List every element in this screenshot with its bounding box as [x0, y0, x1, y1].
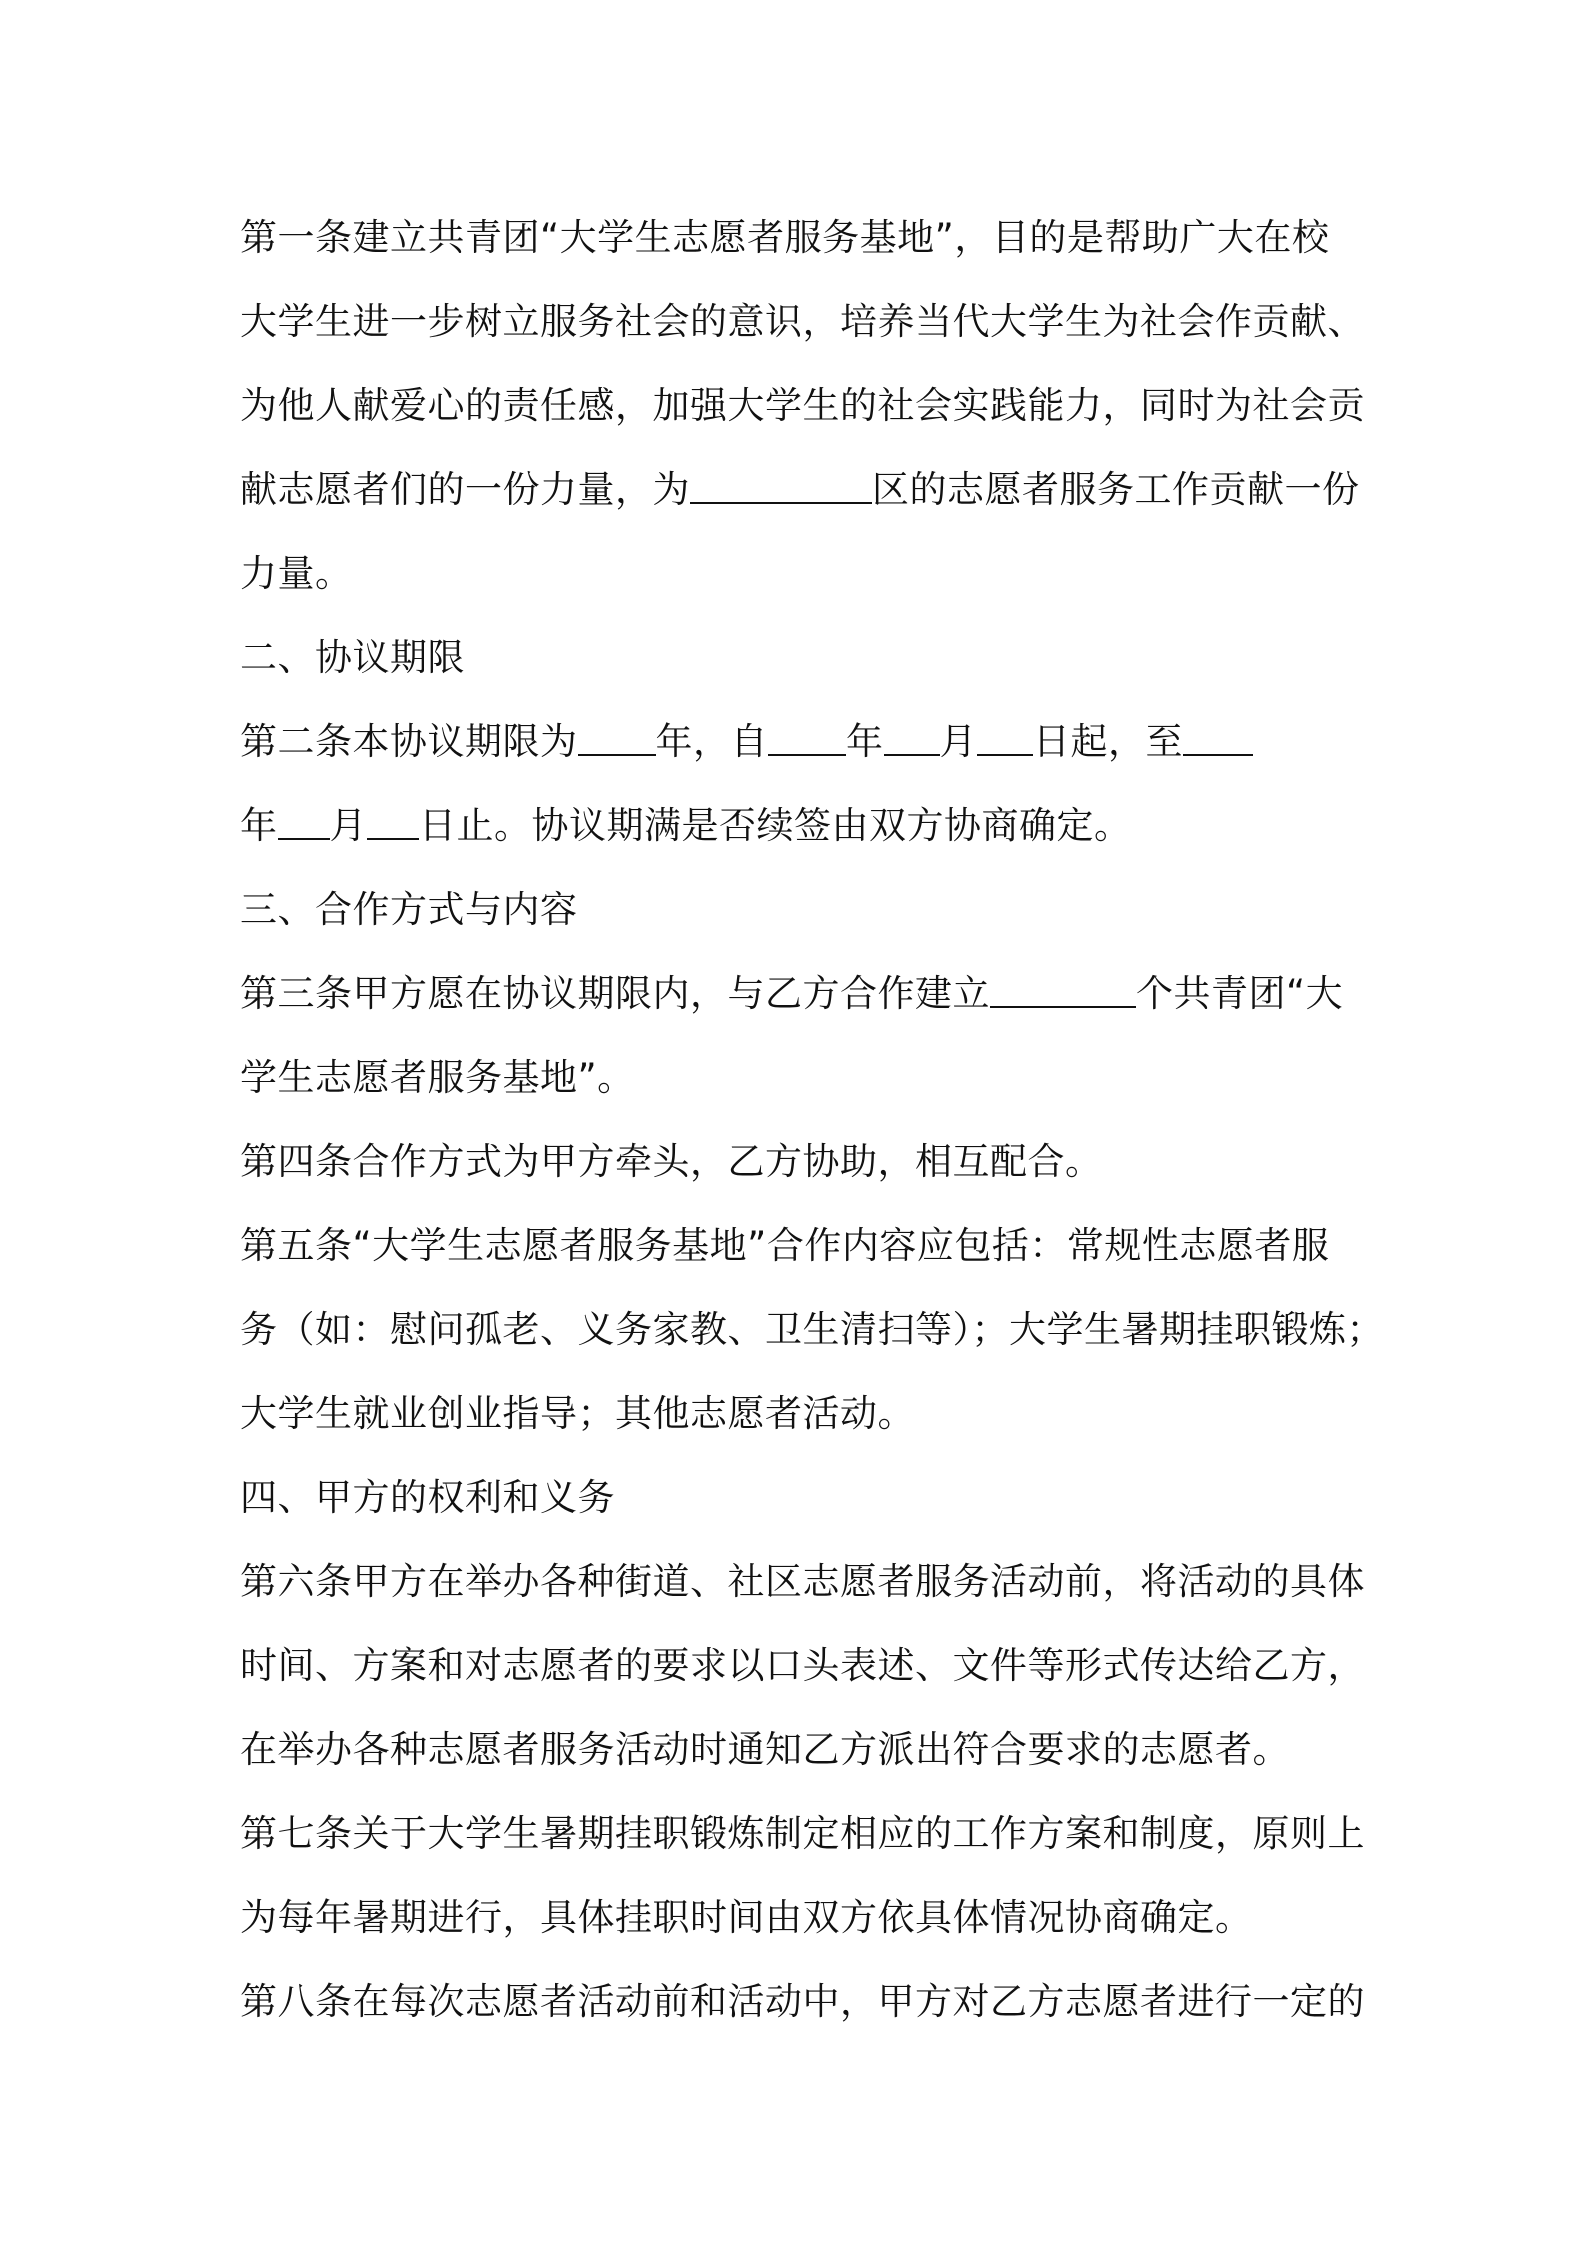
- text-run: 为他人献爱心的责任感，加强大学生的社会实践能力，同时为社会贡: [240, 384, 1365, 427]
- text-run: 年，自: [655, 720, 768, 763]
- text-run: 月: [329, 804, 367, 847]
- section-heading: [240, 868, 1360, 952]
- text-run: 第三条甲方愿在协议期限内，与乙方合作建立: [240, 972, 990, 1015]
- text-run: 个共青团“大: [1136, 972, 1344, 1015]
- paragraph-line: [240, 532, 1360, 616]
- text-run: 日止。协议期满是否续签由双方协商确定。: [419, 804, 1132, 847]
- text-run: 力量。: [240, 552, 353, 595]
- fill-in-blank: [690, 462, 872, 504]
- fill-in-blank: [367, 798, 419, 840]
- paragraph-line: [240, 280, 1365, 364]
- paragraph-line: [240, 1876, 1360, 1960]
- paragraph-line: [240, 952, 1360, 1036]
- text-run: 时间、方案和对志愿者的要求以口头表述、文件等形式传达给乙方，: [240, 1644, 1365, 1687]
- paragraph-line: [240, 1036, 1360, 1120]
- paragraph-line: [240, 1792, 1365, 1876]
- text-run: 第六条甲方在举办各种街道、社区志愿者服务活动前，将活动的具体: [240, 1560, 1365, 1603]
- text-run: 第四条合作方式为甲方牵头，乙方协助，相互配合。: [240, 1140, 1103, 1183]
- text-run: 第七条关于大学生暑期挂职锻炼制定相应的工作方案和制度，原则上: [240, 1812, 1365, 1855]
- document-body: [240, 196, 1384, 2044]
- text-run: 第二条本协议期限为: [240, 720, 578, 763]
- paragraph-line: [240, 1120, 1360, 1204]
- heading-text: 三、合作方式与内容: [240, 888, 578, 931]
- heading-text: 二、协议期限: [240, 636, 465, 679]
- paragraph-line: [240, 1708, 1360, 1792]
- paragraph-line: [240, 700, 1360, 784]
- text-run: 日起，至: [1033, 720, 1183, 763]
- paragraph-line: [240, 1288, 1384, 1372]
- text-run: 第一条建立共青团“大学生志愿者服务基地”，目的是帮助广大在校: [240, 216, 1330, 259]
- paragraph-line: [240, 1372, 1360, 1456]
- fill-in-blank: [278, 798, 330, 840]
- fill-in-blank: [977, 714, 1033, 756]
- heading-text: 四、甲方的权利和义务: [240, 1476, 615, 1519]
- text-run: 献志愿者们的一份力量，为: [240, 468, 690, 511]
- text-run: 第五条“大学生志愿者服务基地”合作内容应包括：常规性志愿者服: [240, 1224, 1330, 1267]
- text-run: 年: [846, 720, 884, 763]
- text-run: 第八条在每次志愿者活动前和活动中，甲方对乙方志愿者进行一定的: [240, 1980, 1365, 2023]
- fill-in-blank: [578, 714, 656, 756]
- text-run: 学生志愿者服务基地”。: [240, 1056, 635, 1099]
- text-run: 月: [939, 720, 977, 763]
- paragraph-line: [240, 1540, 1365, 1624]
- text-run: 年: [240, 804, 278, 847]
- text-run: 区的志愿者服务工作贡献一份: [872, 468, 1360, 511]
- paragraph-line: [240, 1624, 1365, 1708]
- paragraph-line: [240, 784, 1360, 868]
- text-run: 为每年暑期进行，具体挂职时间由双方依具体情况协商确定。: [240, 1896, 1253, 1939]
- paragraph-line: [240, 1204, 1360, 1288]
- fill-in-blank: [884, 714, 940, 756]
- text-run: 大学生就业创业指导；其他志愿者活动。: [240, 1392, 915, 1435]
- text-run: 大学生进一步树立服务社会的意识，培养当代大学生为社会作贡献、: [240, 300, 1365, 343]
- section-heading: [240, 1456, 1360, 1540]
- paragraph-line: [240, 196, 1360, 280]
- fill-in-blank: [990, 966, 1136, 1008]
- paragraph-line: [240, 1960, 1365, 2044]
- fill-in-blank: [1183, 714, 1253, 756]
- paragraph-line: [240, 364, 1365, 448]
- fill-in-blank: [768, 714, 846, 756]
- text-run: 在举办各种志愿者服务活动时通知乙方派出符合要求的志愿者。: [240, 1728, 1290, 1771]
- section-heading: [240, 616, 1360, 700]
- paragraph-line: [240, 448, 1360, 532]
- text-run: 务（如：慰问孤老、义务家教、卫生清扫等）；大学生暑期挂职锻炼；: [240, 1308, 1384, 1351]
